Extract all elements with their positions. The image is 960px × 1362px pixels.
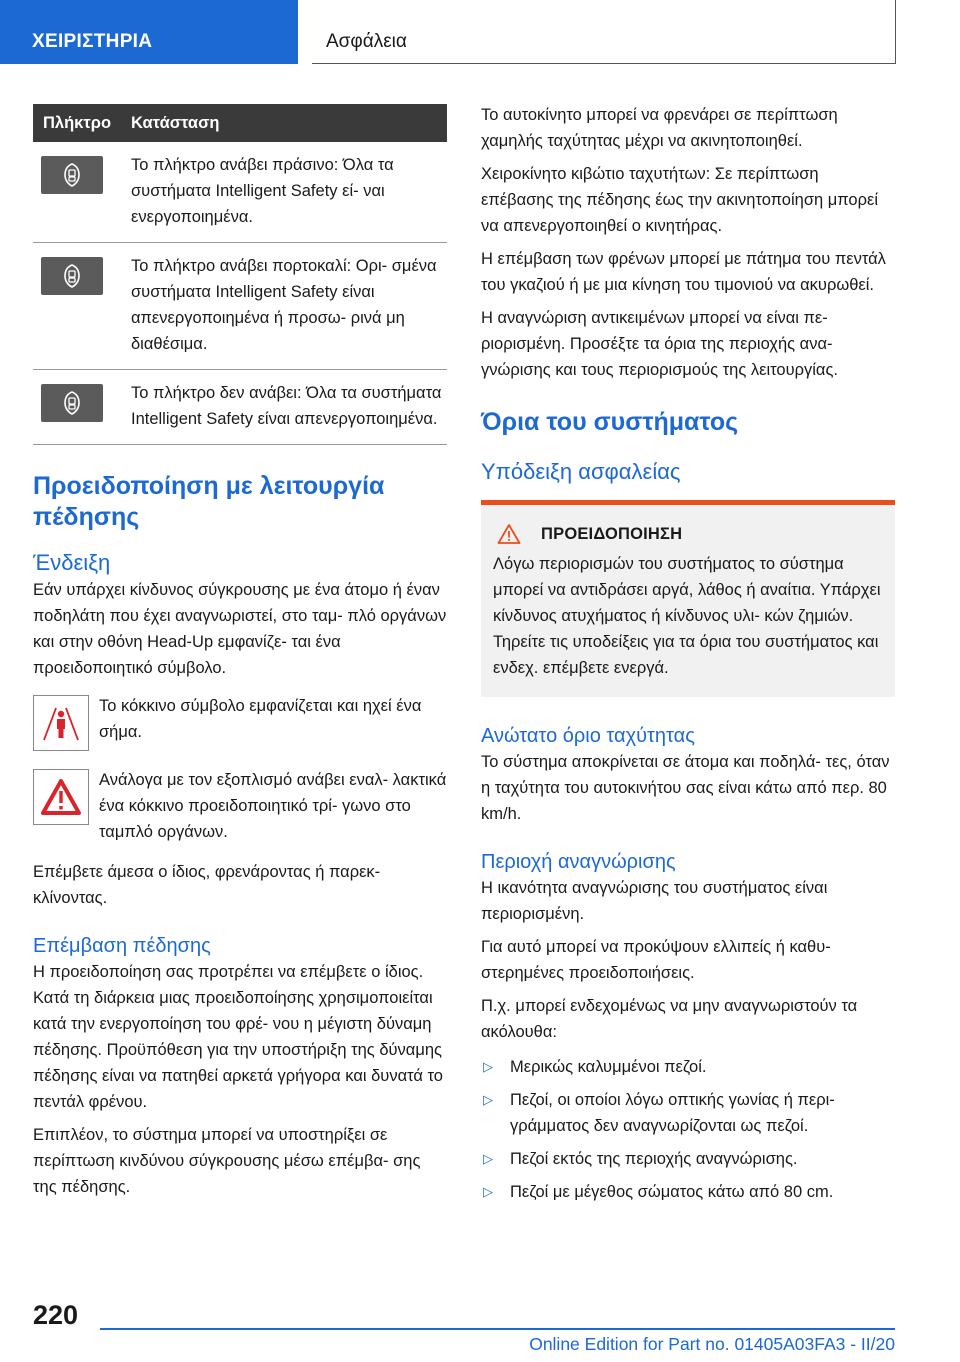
table-header-status: Κατάσταση <box>131 113 220 132</box>
paragraph-speed: Το σύστημα αποκρίνεται σε άτομα και ποδηλά- τες, όταν η ταχύτητα του αυτοκινήτου σας είναι κάτω από περ. 80 km/h. <box>481 753 890 823</box>
paragraph-cancel: Η επέμβαση των φρένων μπορεί με πάτημα του πεντάλ του γκαζιού ή με μια κίνηση του τιμονιού να ακυρωθεί. <box>481 250 886 294</box>
list-item-text: Πεζοί, οι οποίοι λόγω οπτικής γωνίας ή περι- γράμματος δεν αναγνωρίζονται ως πεζοί. <box>510 1091 835 1135</box>
list-item-text: Πεζοί εκτός της περιοχής αναγνώρισης. <box>510 1150 798 1168</box>
list-item-text: Μερικώς καλυμμένοι πεζοί. <box>510 1058 707 1076</box>
table-row <box>33 142 447 243</box>
list-item <box>481 1054 895 1080</box>
subheading-detection-area: Περιοχή αναγνώρισης <box>481 851 676 873</box>
paragraph-area-3: Π.χ. μπορεί ενδεχομένως να μην αναγνωριστούν τα ακόλουθα: <box>481 997 858 1041</box>
paragraph-stop: Το αυτοκίνητο μπορεί να φρενάρει σε περίπτωση χαμηλής ταχύτητας μέχρι να ακινητοποιηθεί. <box>481 106 838 150</box>
list-item <box>481 1087 895 1139</box>
table-cell-status: Το πλήκτρο ανάβει πορτοκαλί: Ορι- σμένα συστήματα Intelligent Safety είναι απενεργοποιημένα ή προσω- ρινά μη διαθέσιμα. <box>131 257 437 353</box>
bullet-triangle-icon: ▷ <box>483 1092 493 1107</box>
paragraph-indication: Εάν υπάρχει κίνδυνος σύγκρουσης με ένα άτομο ή έναν ποδηλάτη που έχει αναγνωριστεί, στο ταμ- πλό οργάνων και στην οθόνη Head-Up εμφανίζε- ται ένα προειδοποιητικό σύμβολο. <box>33 581 447 677</box>
paragraph-area-1: Η ικανότητα αναγνώρισης του συστήματος είναι περιορισμένη. <box>481 879 828 923</box>
bullet-triangle-icon: ▷ <box>483 1059 493 1074</box>
pedestrian-warning-icon <box>33 695 89 751</box>
list-item <box>481 1179 895 1205</box>
paragraph-react: Επέμβετε άμεσα ο ίδιος, φρενάροντας ή παρεκ- κλίνοντας. <box>33 863 381 907</box>
page-number: 220 <box>33 1300 79 1330</box>
bullet-triangle-icon: ▷ <box>483 1184 493 1199</box>
paragraph-manual-gearbox: Χειροκίνητο κιβώτιο ταχυτήτων: Σε περίπτωση επέβασης της πέδησης έως την ακινητοποίηση μπορεί να απενεργοποιηθεί ο κινητήρας. <box>481 165 879 235</box>
paragraph-red-symbol: Το κόκκινο σύμβολο εμφανίζεται και ηχεί ένα σήμα. <box>99 697 422 741</box>
table-cell-status: Το πλήκτρο ανάβει πράσινο: Όλα τα συστήματα Intelligent Safety εί- ναι ενεργοποιημένα. <box>131 156 394 226</box>
right-column <box>481 102 895 1205</box>
table-row <box>33 243 447 370</box>
warning-title <box>493 521 883 547</box>
table-cell-status: Το πλήκτρο δεν ανάβει: Όλα τα συστήματα Intelligent Safety είναι απενεργοποιημένα. <box>131 384 442 428</box>
list-item <box>481 1146 895 1172</box>
intelligent-safety-key-icon <box>41 156 103 194</box>
intelligent-safety-key-icon <box>41 384 103 422</box>
subheading-brake-intervention: Επέμβαση πέδησης <box>33 935 211 957</box>
footer-divider <box>100 1328 895 1330</box>
subheading-indication: Ένδειξη <box>33 550 111 575</box>
intelligent-safety-key-icon <box>41 257 103 295</box>
warning-text: Λόγω περιορισμών του συστήματος το σύστημα μπορεί να αντιδράσει αργά, λάθος ή αναίτια. Υπάρχει κίνδυνος ατυχήματος ή κίνδυνος υλι- κών ζημιών. Τηρείτε τις υποδείξεις για τα όρια του συστήματος και ενδεχ. επέμβετε ενεργά. <box>493 555 881 677</box>
paragraph-area-2: Για αυτό μπορεί να προκύψουν ελλιπείς ή καθυ- στερημένες προειδοποιήσεις. <box>481 938 831 982</box>
subheading-safety-note: Υπόδειξη ασφαλείας <box>481 459 681 484</box>
footer-edition-link[interactable]: Online Edition for Part no. 01405A03FA3 - II/20 <box>529 1334 895 1354</box>
header-section-tab: ΧΕΙΡΙΣΤΗΡΙΑ <box>0 0 298 64</box>
table-row <box>33 370 447 445</box>
paragraph-brake-2: Επιπλέον, το σύστημα μπορεί να υποστηρίξει σε περίπτωση κινδύνου σύγκρουσης μέσω επέμβα- σης της πέδησης. <box>33 1126 421 1196</box>
paragraph-brake-1: Η προειδοποίηση σας προτρέπει να επέμβετε ο ίδιος. Κατά τη διάρκεια μιας προειδοποίησης χρησιμοποιείται κατά την ενεργοποίηση του φρέ- νου η μέγιστη δύναμη πέδησης. Προϋπόθεση για την υποστήριξη της δύναμης πέδησης είναι να πατηθεί αρκετά γρήγορα και δυνατά το πεντάλ φρένου. <box>33 963 443 1111</box>
warning-title-text: ΠΡΟΕΙΔΟΠΟΙΗΣΗ <box>541 524 683 543</box>
left-column <box>33 104 447 1200</box>
warning-triangle-icon <box>33 769 89 825</box>
icon-row-triangle <box>33 767 447 845</box>
section-heading-brake-warning: Προειδοποίηση με λειτουργία πέδησης <box>33 472 385 531</box>
paragraph-red-triangle: Ανάλογα με τον εξοπλισμό ανάβει εναλ- λακτικά ένα κόκκινο προειδοποιητικό τρί- γωνο στο ταμπλό οργάνων. <box>99 771 447 841</box>
section-heading-system-limits: Όρια του συστήματος <box>481 408 739 436</box>
header-chapter-title: Ασφάλεια <box>312 0 896 64</box>
list-item-text: Πεζοί με μέγεθος σώματος κάτω από 80 cm. <box>510 1183 834 1201</box>
icon-row-person <box>33 693 447 751</box>
paragraph-detection: Η αναγνώριση αντικειμένων μπορεί να είναι πε- ριορισμένη. Προσέξτε τα όρια της περιοχής ανα- γνώρισης και τους περιορισμούς της λειτουργίας. <box>481 309 838 379</box>
subheading-speed-limit: Ανώτατο όριο ταχύτητας <box>481 725 695 747</box>
table-header <box>33 104 447 142</box>
warning-box <box>481 500 895 697</box>
table-header-key: Πλήκτρο <box>43 113 112 132</box>
warning-triangle-icon <box>497 523 521 545</box>
bullet-triangle-icon: ▷ <box>483 1151 493 1166</box>
